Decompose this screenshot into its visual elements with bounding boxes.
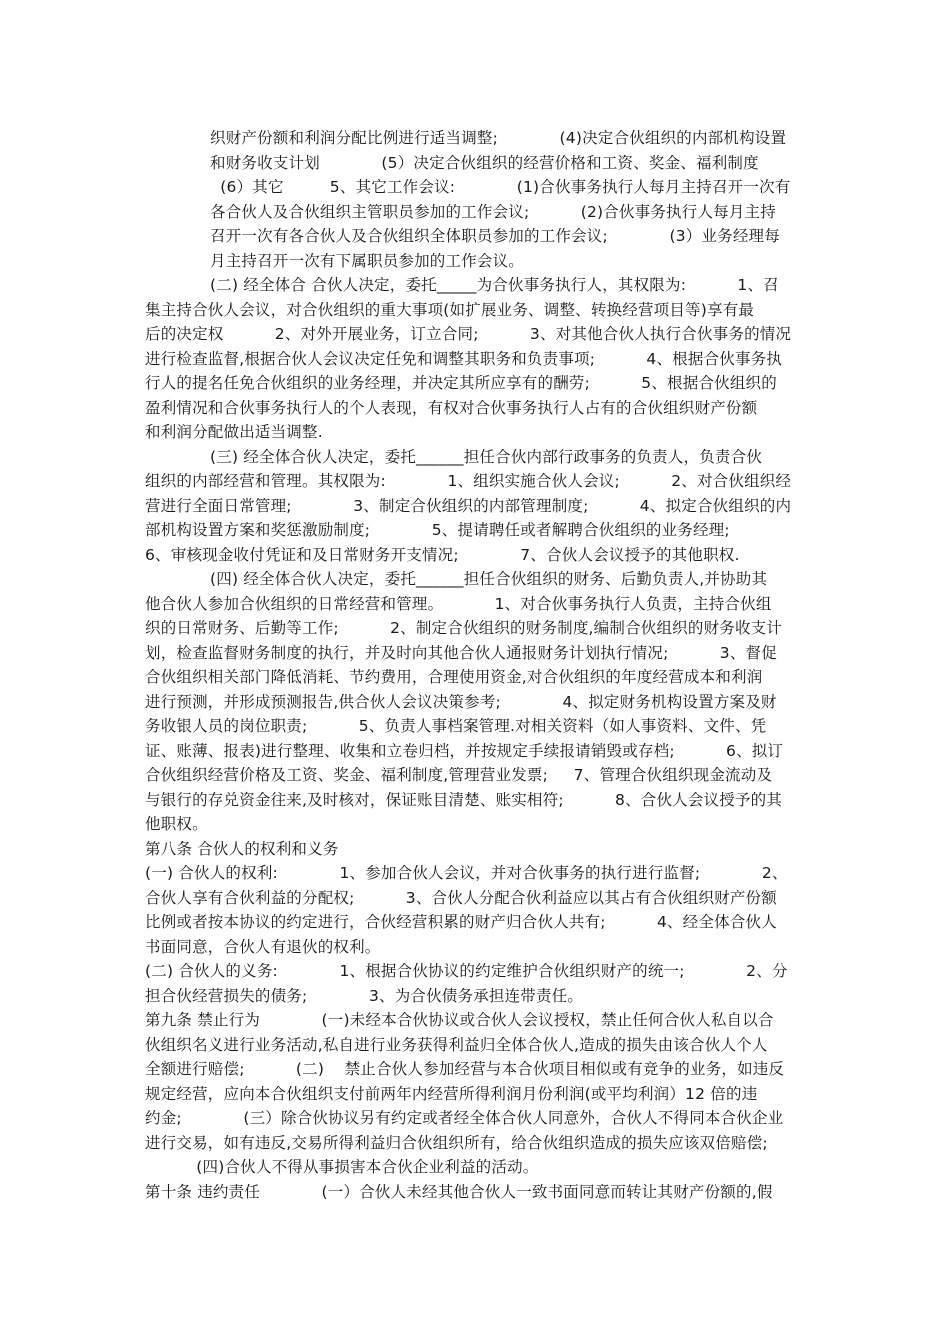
text-line: 行人的提名任免合伙组织的业务经理，并决定其所应享有的酬劳; 5、根据合伙组织的 bbox=[145, 374, 777, 392]
text-line: 规定经营，应向本合伙组织支付前两年内经营所得利润月份利润(或平均利润）12 倍的违 bbox=[145, 1084, 758, 1103]
text-line: 比例或者按本协议的约定进行，合伙经营积累的财产归合伙人共有; 4、经全体合伙人 bbox=[145, 913, 777, 931]
text-line: 集主持合伙人会议，对合伙组织的重大事项(如扩展业务、调整、转换经营项目等)享有最 bbox=[145, 300, 755, 319]
text-line: (四) 经全体合伙人决定，委托______担任合伙组织的财务、后勤负责人,并协助其 bbox=[210, 570, 768, 588]
text-line: 营进行全面日常管理; 3、制定合伙组织的内部管理制度; 4、拟定合伙组织的内 bbox=[145, 496, 792, 515]
text-line: 召开一次有各合伙人及合伙组织全体职员参加的工作会议; (3）业务经理每 bbox=[210, 227, 780, 245]
text-line: 和财务收支计划 (5）决定合伙组织的经营价格和工资、奖金、福利制度 bbox=[210, 153, 759, 172]
text-line: 合伙组织相关部门降低消耗、节约费用，合理使用资金,对合伙组织的年度经营成本和利润 bbox=[145, 668, 763, 686]
text-line: 织的日常财务、后勤等工作; 2、制定合伙组织的财务制度,编制合伙组织的财务收支计 bbox=[145, 619, 783, 637]
text-line: 组织的内部经营和管理。其权限为: 1、组织实施合伙人会议; 2、对合伙组织经 bbox=[145, 472, 792, 490]
text-line: 担合伙经营损失的债务; 3、为合伙债务承担连带责任。 bbox=[145, 986, 584, 1005]
text-line: 务收银人员的岗位职责; 5、负责人事档案管理.对相关资料（如人事资料、文件、凭 bbox=[145, 717, 767, 735]
text-line: 月主持召开一次有下属职员参加的工作会议。 bbox=[210, 251, 525, 270]
text-line: 织财产份额和利润分配比例进行适当调整; (4)决定合伙组织的内部机构设置 bbox=[210, 129, 787, 147]
text-line: 约金; (三）除合伙协议另有约定或者经全体合伙人同意外，合伙人不得同本合伙企业 bbox=[145, 1109, 784, 1127]
text-line: 合伙人享有合伙利益的分配权; 3、合伙人分配合伙利益应以其占有合伙组织财产份额 bbox=[145, 888, 777, 907]
text-line: 进行检查监督,根据合伙人会议决定任免和调整其职务和负责事项; 4、根据合伙事务执 bbox=[145, 349, 783, 368]
text-line: 他职权。 bbox=[145, 815, 208, 833]
text-line: 进行交易，如有违反,交易所得利益归合伙组织所有，给合伙组织造成的损失应该双倍赔偿; bbox=[145, 1133, 768, 1152]
text-line: 进行预测，并形成预测报告,供合伙人会议决策参考; 4、拟定财务机构设置方案及财 bbox=[145, 692, 777, 711]
text-line: 全额进行赔偿; (二) 禁止合伙人参加经营与本合伙项目相似或有竞争的业务，如违反 bbox=[145, 1060, 785, 1078]
text-line: 后的决定权 2、对外开展业务，订立合同; 3、对其他合伙人执行合伙事务的情况 bbox=[145, 325, 792, 343]
section-heading: 第八条 合伙人的权利和义务 bbox=[145, 839, 339, 858]
text-line: 证、账薄、报表)进行整理、收集和立卷归档，并按规定手续报请销毁或存档; 6、拟订 bbox=[145, 741, 784, 760]
text-line: 书面同意，合伙人有退伙的权利。 bbox=[145, 937, 381, 956]
text-line: (6）其它 5、其它工作会议: (1)合伙事务执行人每月主持召开一次有 bbox=[210, 178, 791, 196]
text-line: 与银行的存兑资金往来,及时核对，保证账目清楚、账实相符; 8、合伙人会议授予的其 bbox=[145, 790, 783, 809]
text-line: 和利润分配做出适当调整. bbox=[145, 423, 323, 441]
text-line: (二) 经全体合 合伙人决定，委托_____为合伙事务执行人，其权限为: 1、召 bbox=[210, 276, 779, 294]
text-line: 伙组织名义进行业务活动,私自进行业务获得利益归全体合伙人,造成的损失由该合伙人个人 bbox=[145, 1035, 768, 1054]
text-line: 划，检查监督财务制度的执行，并及时向其他合伙人通报财务计划执行情况; 3、督促 bbox=[145, 643, 777, 662]
text-line: 部机构设置方案和奖惩激励制度; 5、提请聘任或者解聘合伙组织的业务经理; bbox=[145, 521, 730, 539]
text-line: (二) 合伙人的义务: 1、根据合伙协议的约定维护合伙组织财产的统一; 2、分 bbox=[145, 962, 788, 980]
text-line: 6、审核现金收付凭证和及日常财务开支情况; 7、合伙人会议授予的其他职权. bbox=[145, 545, 740, 564]
text-line: 盈利情况和合伙事务执行人的个人表现，有权对合伙事务执行人占有的合伙组织财产份额 bbox=[145, 398, 758, 417]
text-line: 各合伙人及合伙组织主管职员参加的工作会议; (2)合伙事务执行人每月主持 bbox=[210, 202, 776, 221]
text-line: 他合伙人参加合伙组织的日常经营和管理。 1、对合伙事务执行人负责，主持合伙组 bbox=[145, 594, 772, 613]
text-line: 合伙组织经营价格及工资、奖金、福利制度,管理营业发票; 7、管理合伙组织现金流动及 bbox=[145, 766, 773, 784]
text-line: 第十条 违约责任 (一）合伙人未经其他合伙人一致书面同意而转让其财产份额的,假 bbox=[145, 1182, 773, 1201]
text-line: (一) 合伙人的权利: 1、参加合伙人会议，并对合伙事务的执行进行监督; 2、 bbox=[145, 864, 788, 882]
text-line: (三) 经全体合伙人决定，委托______担任合伙内部行政事务的负责人，负责合伙 bbox=[210, 447, 763, 466]
text-line: 第九条 禁止行为 (一)未经本合伙协议或合伙人会议授权，禁止任何合伙人私自以合 bbox=[145, 1011, 774, 1029]
text-line: (四)合伙人不得从事损害本合伙企业利益的活动。 bbox=[145, 1158, 539, 1176]
